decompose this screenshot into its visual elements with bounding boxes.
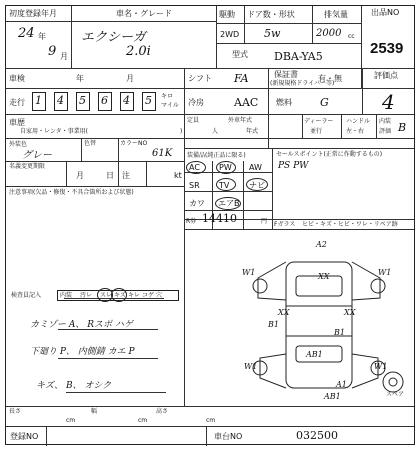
color-no-value: 61K	[152, 148, 173, 159]
handle-sub: 左・右	[346, 128, 365, 135]
diagram-mark: XX	[344, 308, 356, 317]
shift-label: シフト	[188, 74, 212, 83]
inspection-month: 月	[126, 74, 134, 83]
spare-label: スペア	[386, 391, 405, 398]
equipment-navi: ナビ	[249, 181, 265, 190]
equipment-pw: PW	[219, 163, 232, 172]
diagram-mark: XX	[278, 308, 290, 317]
interior-sub: 評価	[379, 128, 392, 135]
diagram-mark: W1	[242, 268, 256, 277]
handle-label: ハンドル	[346, 118, 371, 125]
r-ticket-value: 14410	[202, 212, 237, 225]
glass-options: ヒビ・キズ・ヒビ・ワレ・リペア跡	[302, 221, 398, 228]
car-diagram	[238, 238, 414, 404]
dealer-label: ディーラー	[304, 118, 334, 125]
model-value: エクシーガ	[81, 30, 146, 45]
diagram-mark: XX	[318, 272, 330, 281]
score-label: 評価点	[374, 71, 398, 80]
model-type-label: 型式	[232, 50, 248, 59]
ac-label: 冷房	[188, 98, 204, 107]
doors-value: 5w	[264, 27, 281, 40]
diagram-mark: W1	[378, 268, 392, 277]
equipment-airbag-circle	[215, 197, 241, 210]
inspection-year: 年	[76, 74, 84, 83]
first-reg-label: 初度登録年月	[9, 9, 57, 18]
inspector-tag-circle	[111, 288, 127, 302]
exhibit-value: 2539	[370, 40, 404, 57]
width-unit: cm	[138, 417, 148, 424]
length-label: 長さ	[9, 408, 22, 415]
name-change-note: 注	[122, 171, 130, 180]
drive-label: 駆動	[219, 10, 235, 19]
glass-label: Fガラス	[274, 221, 296, 228]
drive-value: 2WD	[220, 30, 240, 39]
diagram-mark: B1	[334, 328, 345, 337]
equipment-label: 装備品(純正品に限る)	[187, 152, 246, 159]
r-ticket-label: R券	[186, 218, 197, 225]
inspector-note: 下廻り P、 内側錆 カエ P	[30, 347, 135, 357]
history-sub: 自家用・レンタ・事業用(	[20, 128, 88, 135]
displacement-unit: cc	[348, 33, 355, 40]
diagram-mark: B1	[268, 320, 279, 329]
inspector-tag: 汚レ	[80, 292, 93, 299]
name-change-day: 日	[106, 171, 114, 180]
auction-sheet	[5, 5, 415, 445]
grade-value: 2.0i	[126, 44, 151, 59]
inspector-tag: キレ	[128, 292, 140, 299]
diagram-mark: A2	[316, 240, 327, 249]
mileage-unit-mile: マイル	[161, 102, 179, 109]
interior-label: 内装	[379, 118, 392, 125]
diagram-mark: AB1	[306, 350, 323, 359]
score-value: 4	[382, 90, 395, 114]
inspector-tag: コゲ	[142, 292, 155, 299]
dealer-sub: 並行	[310, 128, 323, 135]
mileage-digit: 4	[57, 94, 64, 107]
mileage-digit: 5	[79, 94, 86, 107]
exhibit-label: 出品NO	[371, 8, 400, 17]
capacity-label: 定員	[187, 117, 200, 124]
outside-label: 外車年式	[228, 117, 253, 124]
repair-note-label: 注意事項(欠品・修復・不具合箇所および状態)	[9, 189, 134, 196]
equipment-sr: SR	[189, 181, 200, 190]
fuel-label: 燃料	[276, 98, 292, 107]
inspector-note: カミゾー A、 Rスポ ハゲ	[30, 320, 133, 330]
interior-value: B	[398, 121, 407, 134]
first-reg-year: 24	[18, 26, 35, 41]
shift-value: FA	[234, 72, 249, 85]
history-label: 車歴	[9, 118, 25, 127]
history-close: )	[180, 128, 183, 135]
equipment-tv-circle	[216, 178, 236, 191]
warranty-label: 保証書	[274, 70, 298, 79]
equipment-pw-circle	[216, 161, 236, 174]
color-value: グレー	[22, 150, 52, 161]
inspector-tag: キズ	[114, 292, 126, 299]
mileage-digit: 6	[101, 94, 108, 107]
color-no-label: カラーNO	[120, 140, 148, 147]
fuel-value: G	[320, 96, 329, 109]
first-reg-month-unit: 月	[60, 52, 68, 61]
mileage-digit: 5	[145, 94, 152, 107]
inspector-tag: 穴	[156, 292, 163, 299]
model-label: 車名・グレード	[116, 9, 172, 18]
capacity-unit: 人	[212, 128, 219, 135]
name-change-month: 月	[76, 171, 84, 180]
outside-unit: 年式	[246, 128, 259, 135]
sales-point-label: セールスポイント(正常に作動するもの)	[276, 151, 383, 158]
first-reg-year-unit: 年	[38, 32, 46, 41]
chassis-label: 車台NO	[214, 432, 243, 441]
chassis-value: 032500	[296, 429, 338, 442]
name-change-label: 名義変更期限	[9, 163, 46, 170]
reg-no-label: 登録NO	[10, 432, 39, 441]
equipment-tv: TV	[219, 181, 230, 190]
inspection-label: 車検	[9, 74, 25, 83]
length-unit: cm	[66, 417, 76, 424]
inspector-note: キズ、 B、 オシク	[36, 381, 112, 391]
height-label: 高さ	[156, 408, 169, 415]
diagram-mark: A1	[336, 380, 347, 389]
equipment-navi-circle	[246, 178, 268, 191]
mileage-label: 走行	[9, 98, 25, 107]
first-reg-month: 9	[48, 44, 57, 59]
mileage-unit-km: キロ	[161, 93, 174, 100]
diagram-mark: W1	[374, 362, 388, 371]
equipment-aw: AW	[249, 163, 262, 172]
width-label: 幅	[91, 408, 98, 415]
ac-value: AAC	[234, 96, 259, 109]
mileage-digit: 1	[35, 94, 42, 107]
equipment-airbag: エアB	[218, 199, 240, 208]
height-unit: cm	[206, 417, 216, 424]
inspector-tag: スレ	[100, 292, 113, 299]
sales-point-value: PS PW	[278, 161, 309, 171]
displacement-value: 2000	[316, 28, 342, 39]
color-label: 外装色	[9, 141, 28, 148]
warranty-sub: (新規規格ドライバー等)	[270, 80, 335, 87]
name-change-kmark: kt	[174, 171, 182, 180]
mileage-digit: 4	[123, 94, 130, 107]
equipment-ac-circle	[186, 161, 206, 174]
equipment-ac: AC	[189, 163, 200, 172]
diagram-mark: W1	[244, 362, 258, 371]
inspector-tag: 内装	[60, 292, 73, 299]
doors-label: ドア数・形状	[247, 10, 295, 19]
inspector-label: 検査員記入	[11, 292, 42, 299]
warranty-options: 有・無	[318, 74, 342, 83]
model-type-value: DBA-YA5	[274, 50, 323, 63]
displacement-label: 排気量	[324, 10, 348, 19]
r-ticket-unit: 円	[261, 218, 268, 225]
equipment-leather: カワ	[189, 199, 205, 208]
diagram-mark: AB1	[324, 392, 341, 401]
color-change-label: 色替	[84, 140, 97, 147]
